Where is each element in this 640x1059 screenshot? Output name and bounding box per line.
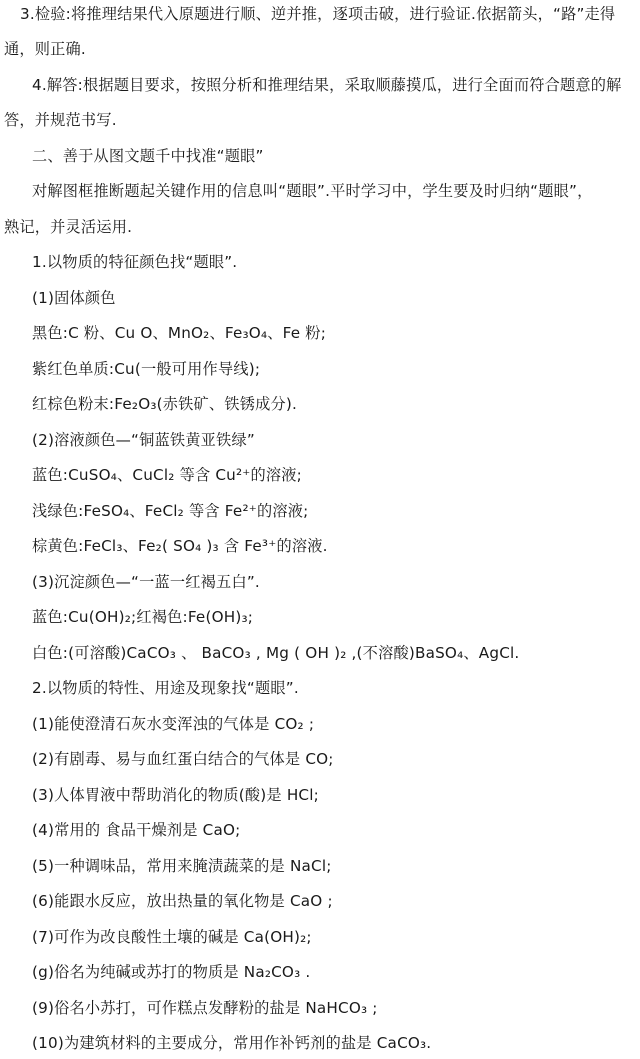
item-8: (g)俗名为纯碱或苏打的物质是 Na₂CO₃ . [32, 963, 311, 981]
item-solid-color: (1)固体颜色 [32, 289, 116, 307]
item-purple-red: 紫红色单质:Cu(一般可用作导线); [32, 360, 261, 378]
paragraph-step3-line2: 通，则正确. [4, 40, 86, 58]
paragraph-step4-line1: 4.解答:根据题目要求，按照分析和推理结果，采取顺藤摸瓜，进行全面而符合题意的解 [32, 76, 622, 94]
item-9: (9)俗名小苏打，可作糕点发酵粉的盐是 NaHCO₃ ; [32, 999, 378, 1017]
item-6: (6)能跟水反应，放出热量的氧化物是 CaO ; [32, 892, 333, 910]
item-black: 黑色:C 粉、Cu O、MnO₂、Fe₃O₄、Fe 粉; [32, 324, 327, 342]
item-7: (7)可作为改良酸性土壤的碱是 Ca(OH)₂; [32, 928, 312, 946]
item-green-solution: 浅绿色:FeSO₄、FeCl₂ 等含 Fe²⁺的溶液; [32, 502, 309, 520]
item-white-precip: 白色:(可溶酸)CaCO₃ 、 BaCO₃ , Mg ( OH )₂ ,(不溶酸)BaSO₄、AgCl. [32, 644, 520, 662]
item-2: (2)有剧毒、易与血红蛋白结合的气体是 CO; [32, 750, 334, 768]
paragraph-step4-line2: 答，并规范书写. [4, 111, 117, 129]
item-10: (10)为建筑材料的主要成分，常用作补钙剂的盐是 CaCO₃. [32, 1034, 432, 1052]
item-5: (5)一种调味品，常用来腌渍蔬菜的是 NaCl; [32, 857, 332, 875]
item-solution-color: (2)溶液颜色—“铜蓝铁黄亚铁绿” [32, 431, 255, 449]
item-blue-redbrown-precip: 蓝色:Cu(OH)₂;红褐色:Fe(OH)₃; [32, 608, 254, 626]
item-precipitate-color: (3)沉淀颜色—“一蓝一红褐五白”. [32, 573, 260, 591]
paragraph-intro-line2: 熟记，并灵活运用. [4, 218, 133, 236]
item-4: (4)常用的 食品干燥剂是 CaO; [32, 821, 241, 839]
subheading-properties: 2.以物质的特性、用途及现象找“题眼”. [32, 679, 299, 697]
section-heading-2: 二、善于从图文题千中找准“题眼” [32, 147, 264, 165]
item-1: (1)能使澄清石灰水变浑浊的气体是 CO₂ ; [32, 715, 315, 733]
paragraph-intro-line1: 对解图框推断题起关键作用的信息叫“题眼”.平时学习中，学生要及时归纳“题眼”， [32, 182, 593, 200]
item-blue-solution: 蓝色:CuSO₄、CuCl₂ 等含 Cu²⁺的溶液; [32, 466, 302, 484]
item-red-brown: 红棕色粉末:Fe₂O₃(赤铁矿、铁锈成分). [32, 395, 298, 413]
item-3: (3)人体胃液中帮助消化的物质(酸)是 HCl; [32, 786, 319, 804]
item-yellow-solution: 棕黄色:FeCl₃、Fe₂( SO₄ )₃ 含 Fe³⁺的溶液. [32, 537, 328, 555]
paragraph-step3-line1: 3.检验:将推理结果代入原题进行顺、逆并推，逐项击破，进行验证.依据箭头，“路”走得 [20, 5, 616, 23]
subheading-color: 1.以物质的特征颜色找“题眼”. [32, 253, 238, 271]
